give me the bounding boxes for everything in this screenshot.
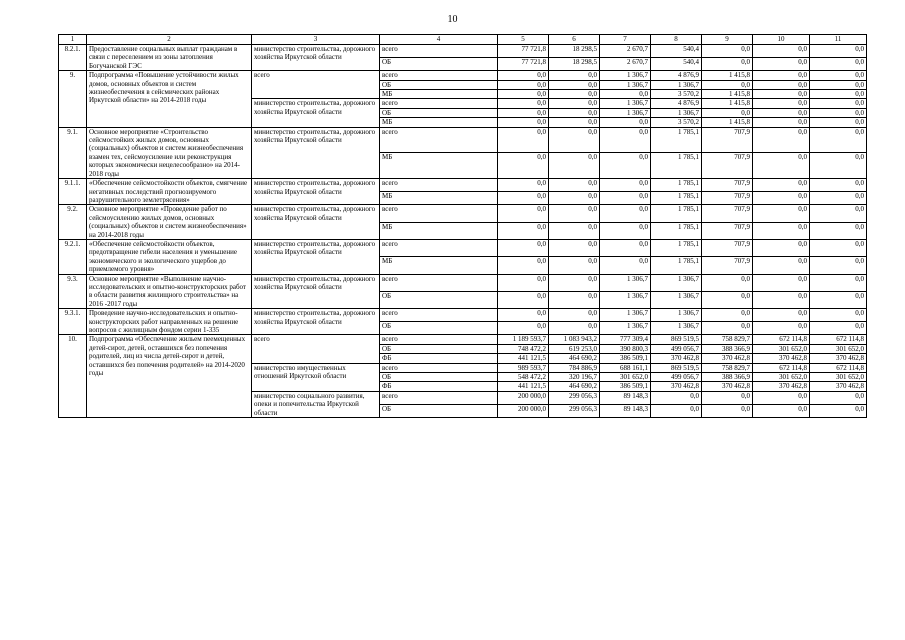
value-cell: 0,0 [600, 222, 651, 239]
value-cell: 200 000,0 [498, 391, 549, 404]
row-name: Предоставление социальных выплат гражданам в связи с переселением из зоны затопления Богучанской ГЭС [87, 45, 252, 71]
source-cell: всего [380, 127, 498, 153]
value-cell: 0,0 [600, 153, 651, 179]
value-cell: 0,0 [549, 322, 600, 335]
value-cell: 1 306,7 [600, 108, 651, 117]
table-header [59, 35, 867, 45]
value-cell: 0,0 [498, 153, 549, 179]
value-cell: 0,0 [549, 222, 600, 239]
column-header: 6 [549, 35, 600, 45]
table-row [59, 335, 867, 344]
value-cell: 441 121,5 [498, 382, 549, 391]
value-cell: 0,0 [810, 309, 867, 322]
value-cell: 1 306,7 [651, 309, 702, 322]
source-cell: МБ [380, 222, 498, 239]
value-cell: 758 829,7 [702, 335, 753, 344]
value-cell: 0,0 [810, 205, 867, 222]
value-cell: 0,0 [810, 192, 867, 205]
value-cell: 0,0 [549, 153, 600, 179]
value-cell: 0,0 [753, 404, 810, 417]
value-cell: 0,0 [753, 179, 810, 192]
value-cell: 0,0 [498, 127, 549, 153]
value-cell: 0,0 [498, 108, 549, 117]
row-number: 8.2.1. [59, 45, 87, 71]
value-cell: 0,0 [549, 179, 600, 192]
value-cell: 0,0 [753, 99, 810, 108]
row-number: 9.2.1. [59, 239, 87, 274]
executor-cell: министерство строительства, дорожного хозяйства Иркутской области [252, 99, 380, 127]
value-cell: 0,0 [498, 80, 549, 89]
value-cell: 370 462,8 [810, 382, 867, 391]
source-cell: ОБ [380, 291, 498, 308]
column-header: 11 [810, 35, 867, 45]
table-row [59, 179, 867, 192]
value-cell: 0,0 [753, 391, 810, 404]
value-cell: 1 415,8 [702, 71, 753, 80]
value-cell: 777 309,4 [600, 335, 651, 344]
value-cell: 1 306,7 [600, 309, 651, 322]
value-cell: 77 721,8 [498, 58, 549, 71]
value-cell: 0,0 [810, 404, 867, 417]
row-name: «Обеспечение сейсмостойкости объектов, предотвращение гибели населения и уменьшение экономического и экологического ущербов до приемлемого уровня» [87, 239, 252, 274]
column-header: 7 [600, 35, 651, 45]
value-cell: 0,0 [810, 291, 867, 308]
value-cell: 0,0 [600, 239, 651, 256]
value-cell: 0,0 [498, 322, 549, 335]
row-name: Проведение научно-исследовательских и опытно-конструкторских работ направленных на решение вопросов с жилищным фондом серии 1-335 [87, 309, 252, 335]
source-cell: всего [380, 239, 498, 256]
value-cell: 390 800,3 [600, 344, 651, 353]
value-cell: 540,4 [651, 58, 702, 71]
value-cell: 200 000,0 [498, 404, 549, 417]
source-cell: МБ [380, 192, 498, 205]
value-cell: 299 056,3 [549, 404, 600, 417]
value-cell: 0,0 [702, 80, 753, 89]
value-cell: 0,0 [753, 257, 810, 274]
value-cell: 0,0 [549, 309, 600, 322]
value-cell: 0,0 [600, 118, 651, 127]
source-cell: ОБ [380, 80, 498, 89]
value-cell: 1 415,8 [702, 90, 753, 99]
executor-cell: министерство имущественных отношений Иркутской области [252, 363, 380, 391]
executor-cell: министерство социального развития, опеки и попечительства Иркутской области [252, 391, 380, 417]
value-cell: 1 189 593,7 [498, 335, 549, 344]
value-cell: 0,0 [753, 118, 810, 127]
value-cell: 0,0 [549, 99, 600, 108]
value-cell: 0,0 [600, 192, 651, 205]
value-cell: 0,0 [702, 309, 753, 322]
value-cell: 386 509,1 [600, 382, 651, 391]
value-cell: 301 652,0 [810, 373, 867, 382]
row-name: Подпрограмма «Обеспечение жильем пеемещенных детей-сирот, детей, оставшихся без попечения родителей, лиц из числа детей-сирот и детей, оставшихся без попечения родителей» на 2014-2020 годы [87, 335, 252, 418]
value-cell: 299 056,3 [549, 391, 600, 404]
value-cell: 0,0 [702, 274, 753, 291]
table-row [59, 205, 867, 222]
value-cell: 1 306,7 [651, 80, 702, 89]
value-cell: 0,0 [651, 404, 702, 417]
value-cell: 0,0 [600, 90, 651, 99]
source-cell: ОБ [380, 322, 498, 335]
value-cell: 0,0 [810, 45, 867, 58]
value-cell: 748 472,2 [498, 344, 549, 353]
value-cell: 0,0 [753, 222, 810, 239]
source-cell: МБ [380, 90, 498, 99]
executor-cell: министерство строительства, дорожного хозяйства Иркутской области [252, 179, 380, 205]
value-cell: 548 472,2 [498, 373, 549, 382]
value-cell: 0,0 [810, 391, 867, 404]
value-cell: 301 652,0 [753, 344, 810, 353]
value-cell: 0,0 [498, 90, 549, 99]
row-number: 9.1.1. [59, 179, 87, 205]
column-header: 1 [59, 35, 87, 45]
value-cell: 386 509,1 [600, 354, 651, 363]
value-cell: 0,0 [753, 291, 810, 308]
value-cell: 619 253,0 [549, 344, 600, 353]
value-cell: 707,9 [702, 257, 753, 274]
source-cell: ФБ [380, 382, 498, 391]
source-cell: МБ [380, 118, 498, 127]
value-cell: 1 306,7 [600, 71, 651, 80]
value-cell: 0,0 [810, 322, 867, 335]
value-cell: 370 462,8 [753, 354, 810, 363]
value-cell: 1 785,1 [651, 127, 702, 153]
value-cell: 3 570,2 [651, 90, 702, 99]
value-cell: 89 148,3 [600, 391, 651, 404]
value-cell: 0,0 [753, 58, 810, 71]
value-cell: 0,0 [549, 192, 600, 205]
value-cell: 499 056,7 [651, 344, 702, 353]
value-cell: 320 196,7 [549, 373, 600, 382]
value-cell: 0,0 [498, 179, 549, 192]
value-cell: 4 876,9 [651, 99, 702, 108]
value-cell: 0,0 [702, 291, 753, 308]
source-cell: ФБ [380, 354, 498, 363]
value-cell: 707,9 [702, 127, 753, 153]
row-number: 9. [59, 71, 87, 127]
value-cell: 0,0 [810, 153, 867, 179]
value-cell: 1 306,7 [651, 108, 702, 117]
value-cell: 0,0 [753, 153, 810, 179]
value-cell: 370 462,8 [702, 354, 753, 363]
value-cell: 1 785,1 [651, 179, 702, 192]
value-cell: 0,0 [549, 291, 600, 308]
value-cell: 0,0 [549, 71, 600, 80]
value-cell: 0,0 [810, 274, 867, 291]
value-cell: 0,0 [753, 80, 810, 89]
value-cell: 0,0 [810, 108, 867, 117]
column-number-row [59, 35, 867, 45]
source-cell: всего [380, 179, 498, 192]
executor-cell: всего [252, 335, 380, 363]
value-cell: 0,0 [600, 127, 651, 153]
value-cell: 0,0 [702, 45, 753, 58]
row-number: 9.1. [59, 127, 87, 178]
value-cell: 0,0 [810, 118, 867, 127]
value-cell: 0,0 [753, 45, 810, 58]
source-cell: всего [380, 309, 498, 322]
table-body [59, 45, 867, 418]
value-cell: 464 690,2 [549, 354, 600, 363]
value-cell: 688 161,1 [600, 363, 651, 372]
value-cell: 0,0 [702, 58, 753, 71]
value-cell: 370 462,8 [651, 354, 702, 363]
value-cell: 0,0 [498, 309, 549, 322]
value-cell: 0,0 [549, 239, 600, 256]
executor-cell: министерство строительства, дорожного хозяйства Иркутской области [252, 239, 380, 274]
value-cell: 2 670,7 [600, 45, 651, 58]
value-cell: 0,0 [702, 322, 753, 335]
value-cell: 0,0 [498, 222, 549, 239]
value-cell: 0,0 [810, 80, 867, 89]
value-cell: 707,9 [702, 153, 753, 179]
table-row [59, 274, 867, 291]
value-cell: 0,0 [549, 127, 600, 153]
value-cell: 3 570,2 [651, 118, 702, 127]
value-cell: 4 876,9 [651, 71, 702, 80]
value-cell: 0,0 [549, 205, 600, 222]
value-cell: 707,9 [702, 239, 753, 256]
value-cell: 301 652,0 [600, 373, 651, 382]
value-cell: 0,0 [810, 58, 867, 71]
value-cell: 0,0 [702, 391, 753, 404]
value-cell: 0,0 [498, 274, 549, 291]
value-cell: 1 306,7 [651, 274, 702, 291]
source-cell: всего [380, 45, 498, 58]
value-cell: 0,0 [600, 205, 651, 222]
value-cell: 0,0 [810, 179, 867, 192]
value-cell: 0,0 [702, 404, 753, 417]
value-cell: 0,0 [651, 391, 702, 404]
source-cell: ОБ [380, 108, 498, 117]
column-header: 4 [380, 35, 498, 45]
source-cell: ОБ [380, 404, 498, 417]
value-cell: 0,0 [600, 257, 651, 274]
value-cell: 0,0 [753, 90, 810, 99]
value-cell: 0,0 [810, 90, 867, 99]
value-cell: 0,0 [810, 71, 867, 80]
value-cell: 0,0 [498, 192, 549, 205]
value-cell: 0,0 [498, 205, 549, 222]
value-cell: 707,9 [702, 205, 753, 222]
value-cell: 989 593,7 [498, 363, 549, 372]
value-cell: 301 652,0 [810, 344, 867, 353]
value-cell: 18 298,5 [549, 45, 600, 58]
value-cell: 869 519,5 [651, 335, 702, 344]
value-cell: 0,0 [753, 205, 810, 222]
value-cell: 0,0 [810, 239, 867, 256]
value-cell: 388 366,9 [702, 373, 753, 382]
row-name: Основное мероприятие «Строительство сейсмостойких жилых домов, основных (социальных) объектов и систем жизнеобеспечения взамен тех, сейсмоусиление или реконструкция которых экономически нецелесообразно» на 2014-2018 годы [87, 127, 252, 178]
value-cell: 0,0 [702, 108, 753, 117]
value-cell: 388 366,9 [702, 344, 753, 353]
value-cell: 1 785,1 [651, 153, 702, 179]
value-cell: 672 114,8 [810, 335, 867, 344]
value-cell: 370 462,8 [702, 382, 753, 391]
row-name: Подпрограмма «Повышение устойчивости жилых домов, основных объектов и систем жизнеобеспечения в сейсмических районах Иркутской области» на 2014-2018 годы [87, 71, 252, 127]
executor-cell: министерство строительства, дорожного хозяйства Иркутской области [252, 127, 380, 178]
source-cell: всего [380, 274, 498, 291]
value-cell: 0,0 [498, 257, 549, 274]
value-cell: 1 306,7 [600, 99, 651, 108]
page-number: 10 [447, 14, 458, 25]
source-cell: ОБ [380, 58, 498, 71]
source-cell: всего [380, 335, 498, 344]
value-cell: 1 083 943,2 [549, 335, 600, 344]
source-cell: всего [380, 391, 498, 404]
source-cell: ОБ [380, 373, 498, 382]
value-cell: 707,9 [702, 222, 753, 239]
column-header: 9 [702, 35, 753, 45]
value-cell: 0,0 [549, 90, 600, 99]
executor-cell: министерство строительства, дорожного хозяйства Иркутской области [252, 45, 380, 71]
value-cell: 0,0 [753, 71, 810, 80]
value-cell: 707,9 [702, 192, 753, 205]
table-row [59, 127, 867, 153]
source-cell: всего [380, 205, 498, 222]
source-cell: ОБ [380, 344, 498, 353]
value-cell: 0,0 [753, 192, 810, 205]
value-cell: 77 721,8 [498, 45, 549, 58]
source-cell: МБ [380, 257, 498, 274]
row-number: 10. [59, 335, 87, 418]
executor-cell: министерство строительства, дорожного хозяйства Иркутской области [252, 205, 380, 240]
value-cell: 758 829,7 [702, 363, 753, 372]
value-cell: 1 785,1 [651, 205, 702, 222]
source-cell: всего [380, 99, 498, 108]
source-cell: МБ [380, 153, 498, 179]
value-cell: 0,0 [753, 108, 810, 117]
value-cell: 672 114,8 [753, 363, 810, 372]
value-cell: 2 670,7 [600, 58, 651, 71]
value-cell: 540,4 [651, 45, 702, 58]
value-cell: 370 462,8 [753, 382, 810, 391]
value-cell: 0,0 [753, 274, 810, 291]
value-cell: 0,0 [549, 108, 600, 117]
value-cell: 0,0 [549, 80, 600, 89]
value-cell: 1 785,1 [651, 257, 702, 274]
value-cell: 1 785,1 [651, 239, 702, 256]
row-name: «Обеспечение сейсмостойкости объектов, смягчение негативных последствий прогнозируемого разрушительного землетрясения» [87, 179, 252, 205]
value-cell: 707,9 [702, 179, 753, 192]
value-cell: 0,0 [753, 322, 810, 335]
value-cell: 499 056,7 [651, 373, 702, 382]
value-cell: 1 306,7 [600, 80, 651, 89]
value-cell: 89 148,3 [600, 404, 651, 417]
value-cell: 672 114,8 [753, 335, 810, 344]
row-number: 9.3.1. [59, 309, 87, 335]
budget-table [58, 34, 867, 418]
column-header: 5 [498, 35, 549, 45]
value-cell: 441 121,5 [498, 354, 549, 363]
executor-cell: всего [252, 71, 380, 99]
value-cell: 0,0 [753, 127, 810, 153]
value-cell: 301 652,0 [753, 373, 810, 382]
value-cell: 0,0 [549, 257, 600, 274]
column-header: 10 [753, 35, 810, 45]
value-cell: 0,0 [810, 257, 867, 274]
value-cell: 1 306,7 [651, 322, 702, 335]
executor-cell: министерство строительства, дорожного хозяйства Иркутской области [252, 309, 380, 335]
value-cell: 370 462,8 [651, 382, 702, 391]
value-cell: 0,0 [810, 222, 867, 239]
value-cell: 18 298,5 [549, 58, 600, 71]
value-cell: 0,0 [498, 71, 549, 80]
executor-cell: министерство строительства, дорожного хозяйства Иркутской области [252, 274, 380, 309]
value-cell: 1 785,1 [651, 192, 702, 205]
value-cell: 0,0 [753, 239, 810, 256]
value-cell: 869 519,5 [651, 363, 702, 372]
value-cell: 0,0 [753, 309, 810, 322]
value-cell: 1 785,1 [651, 222, 702, 239]
value-cell: 1 415,8 [702, 118, 753, 127]
value-cell: 464 690,2 [549, 382, 600, 391]
value-cell: 1 306,7 [600, 274, 651, 291]
value-cell: 0,0 [498, 99, 549, 108]
row-name: Основное мероприятие «Проведение работ по сейсмоусилению жилых домов, основных (социальных) объектов и систем жизнеобеспечения» на 2014-2018 годы [87, 205, 252, 240]
value-cell: 1 306,7 [600, 322, 651, 335]
source-cell: всего [380, 71, 498, 80]
value-cell: 370 462,8 [810, 354, 867, 363]
table-row [59, 309, 867, 322]
table-row [59, 71, 867, 80]
value-cell: 0,0 [498, 291, 549, 308]
table-row [59, 239, 867, 256]
value-cell: 0,0 [498, 118, 549, 127]
value-cell: 1 306,7 [600, 291, 651, 308]
value-cell: 0,0 [498, 239, 549, 256]
row-number: 9.3. [59, 274, 87, 309]
column-header: 8 [651, 35, 702, 45]
row-number: 9.2. [59, 205, 87, 240]
column-header: 2 [87, 35, 252, 45]
value-cell: 784 886,9 [549, 363, 600, 372]
value-cell: 0,0 [600, 179, 651, 192]
row-name: Основное мероприятие «Выполнение научно-исследовательских и опытно-конструкторских работ в области развития жилищного строительства» на 2016 -2017 годы [87, 274, 252, 309]
value-cell: 1 415,8 [702, 99, 753, 108]
column-header: 3 [252, 35, 380, 45]
value-cell: 1 306,7 [651, 291, 702, 308]
table-row [59, 45, 867, 58]
value-cell: 0,0 [549, 274, 600, 291]
value-cell: 0,0 [549, 118, 600, 127]
value-cell: 0,0 [810, 99, 867, 108]
source-cell: всего [380, 363, 498, 372]
value-cell: 672 114,8 [810, 363, 867, 372]
value-cell: 0,0 [810, 127, 867, 153]
